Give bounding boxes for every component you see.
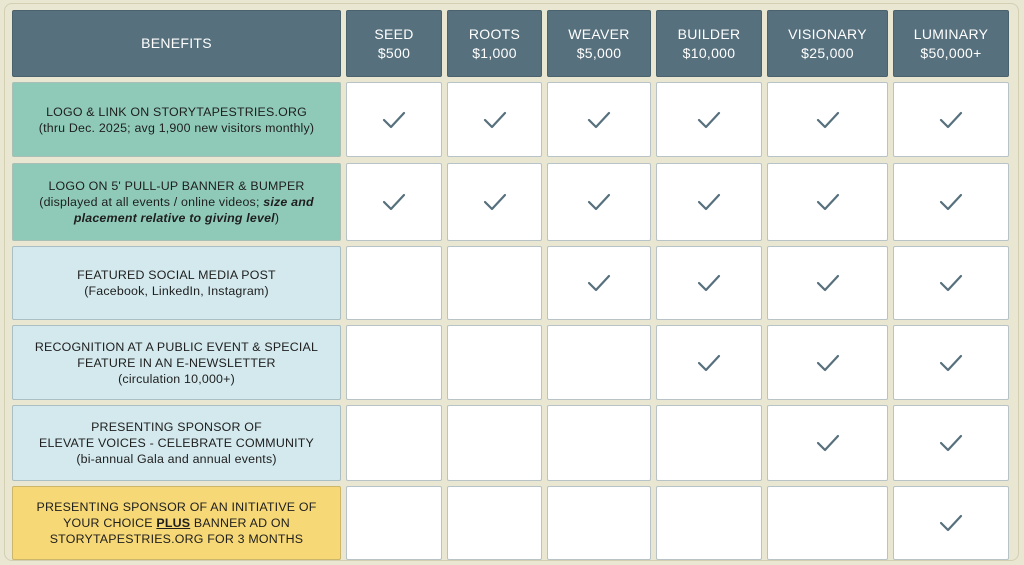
emphasis-text: size and: [263, 195, 314, 209]
benefit-title: RECOGNITION AT A PUBLIC EVENT & SPECIAL: [34, 339, 319, 354]
benefit-title: ELEVATE VOICES - CELEBRATE COMMUNITY: [38, 436, 315, 450]
benefit-cell: [767, 325, 888, 400]
benefit-title: FEATURED SOCIAL MEDIA POST: [77, 268, 276, 282]
benefit-cell: [893, 163, 1009, 241]
checkmark-icon: [939, 514, 963, 532]
benefit-cell: [447, 82, 542, 157]
benefit-title: LOGO & LINK ON STORYTAPESTRIES.ORG: [46, 104, 307, 119]
benefit-title: PRESENTING SPONSOR OF AN INITIATIVE OF: [36, 500, 317, 514]
checkmark-icon: [816, 434, 840, 452]
benefit-title: STORYTAPESTRIES.ORG FOR 3 MONTHS: [49, 532, 304, 546]
benefit-cell: [547, 486, 651, 560]
checkmark-icon: [587, 274, 611, 292]
checkmark-icon: [483, 111, 507, 129]
tier-amount: $10,000: [682, 44, 736, 61]
benefit-cell: [767, 163, 888, 241]
benefit-cell: [767, 486, 888, 560]
benefit-cell: [447, 486, 542, 560]
emphasis-text: placement relative to giving level: [73, 211, 275, 225]
checkmark-icon: [697, 111, 721, 129]
tier-amount: $500: [377, 44, 411, 61]
benefit-cell: [893, 246, 1009, 320]
tier-header-seed: [346, 10, 442, 77]
tier-name: WEAVER: [568, 25, 630, 42]
checkmark-icon: [483, 193, 507, 211]
benefit-cell: [656, 325, 762, 400]
tier-header-weaver: [547, 10, 651, 77]
checkmark-icon: [816, 193, 840, 211]
benefit-detail: (Facebook, LinkedIn, Instagram): [84, 284, 269, 298]
checkmark-icon: [382, 111, 406, 129]
benefit-cell: [346, 82, 442, 157]
benefit-cell: [547, 82, 651, 157]
benefits-header: [12, 10, 341, 77]
tier-name: ROOTS: [468, 25, 521, 42]
benefit-cell: [656, 163, 762, 241]
checkmark-icon: [816, 354, 840, 372]
benefit-label-banner: [12, 163, 341, 241]
benefit-cell: [547, 246, 651, 320]
checkmark-icon: [697, 274, 721, 292]
benefit-cell: [346, 405, 442, 481]
checkmark-icon: [939, 111, 963, 129]
checkmark-icon: [939, 354, 963, 372]
checkmark-icon: [939, 434, 963, 452]
benefit-cell: [346, 486, 442, 560]
checkmark-icon: [939, 193, 963, 211]
benefit-title: LOGO ON 5' PULL-UP BANNER & BUMPER: [48, 179, 305, 193]
benefit-detail: (bi-annual Gala and annual events): [76, 452, 277, 466]
benefit-title: YOUR CHOICE PLUS BANNER AD ON: [63, 516, 290, 530]
benefit-cell: [346, 246, 442, 320]
tier-name: LUMINARY: [913, 25, 989, 42]
benefit-title: PRESENTING SPONSOR OF: [91, 420, 262, 434]
benefit-detail: (circulation 10,000+): [118, 371, 235, 386]
plus-emphasis: PLUS: [156, 516, 191, 530]
benefit-cell: [447, 246, 542, 320]
benefit-label-presenting-sponsor: [12, 405, 341, 481]
benefit-cell: [767, 82, 888, 157]
checkmark-icon: [816, 274, 840, 292]
benefit-cell: [893, 82, 1009, 157]
benefit-detail: (displayed at all events / online videos; size and: [39, 195, 314, 209]
checkmark-icon: [939, 274, 963, 292]
benefit-cell: [656, 246, 762, 320]
checkmark-icon: [382, 193, 406, 211]
benefit-label-logo-link: [12, 82, 341, 157]
benefit-cell: [656, 405, 762, 481]
benefit-label-recognition: [12, 325, 341, 400]
benefit-detail: (thru Dec. 2025; avg 1,900 new visitors monthly): [38, 120, 315, 135]
benefit-cell: [346, 163, 442, 241]
tier-header-visionary: [767, 10, 888, 77]
tier-name: BUILDER: [677, 25, 741, 42]
benefit-cell: [447, 325, 542, 400]
benefit-cell: [893, 325, 1009, 400]
benefit-cell: [547, 325, 651, 400]
tier-amount: $1,000: [472, 44, 517, 61]
benefit-cell: [767, 246, 888, 320]
benefit-title: FEATURE IN AN E-NEWSLETTER: [77, 355, 276, 370]
benefit-label-initiative: [12, 486, 341, 560]
checkmark-icon: [587, 193, 611, 211]
tier-header-luminary: [893, 10, 1009, 77]
benefit-detail: placement relative to giving level): [73, 211, 280, 225]
checkmark-icon: [816, 111, 840, 129]
tier-amount: $50,000+: [920, 44, 982, 61]
tier-header-builder: [656, 10, 762, 77]
tier-amount: $25,000: [801, 44, 854, 61]
benefit-cell: [767, 405, 888, 481]
benefits-header-label: BENEFITS: [141, 35, 212, 51]
benefit-cell: [656, 82, 762, 157]
benefit-cell: [346, 325, 442, 400]
benefit-cell: [547, 163, 651, 241]
tier-amount: $5,000: [576, 44, 622, 61]
tier-header-roots: [447, 10, 542, 77]
tier-name: SEED: [374, 25, 414, 42]
benefit-cell: [893, 486, 1009, 560]
benefit-cell: [447, 405, 542, 481]
benefit-label-social-post: [12, 246, 341, 320]
benefit-cell: [893, 405, 1009, 481]
benefit-cell: [656, 486, 762, 560]
checkmark-icon: [697, 354, 721, 372]
tier-name: VISIONARY: [788, 25, 867, 42]
checkmark-icon: [697, 193, 721, 211]
checkmark-icon: [587, 111, 611, 129]
benefit-cell: [547, 405, 651, 481]
benefit-cell: [447, 163, 542, 241]
